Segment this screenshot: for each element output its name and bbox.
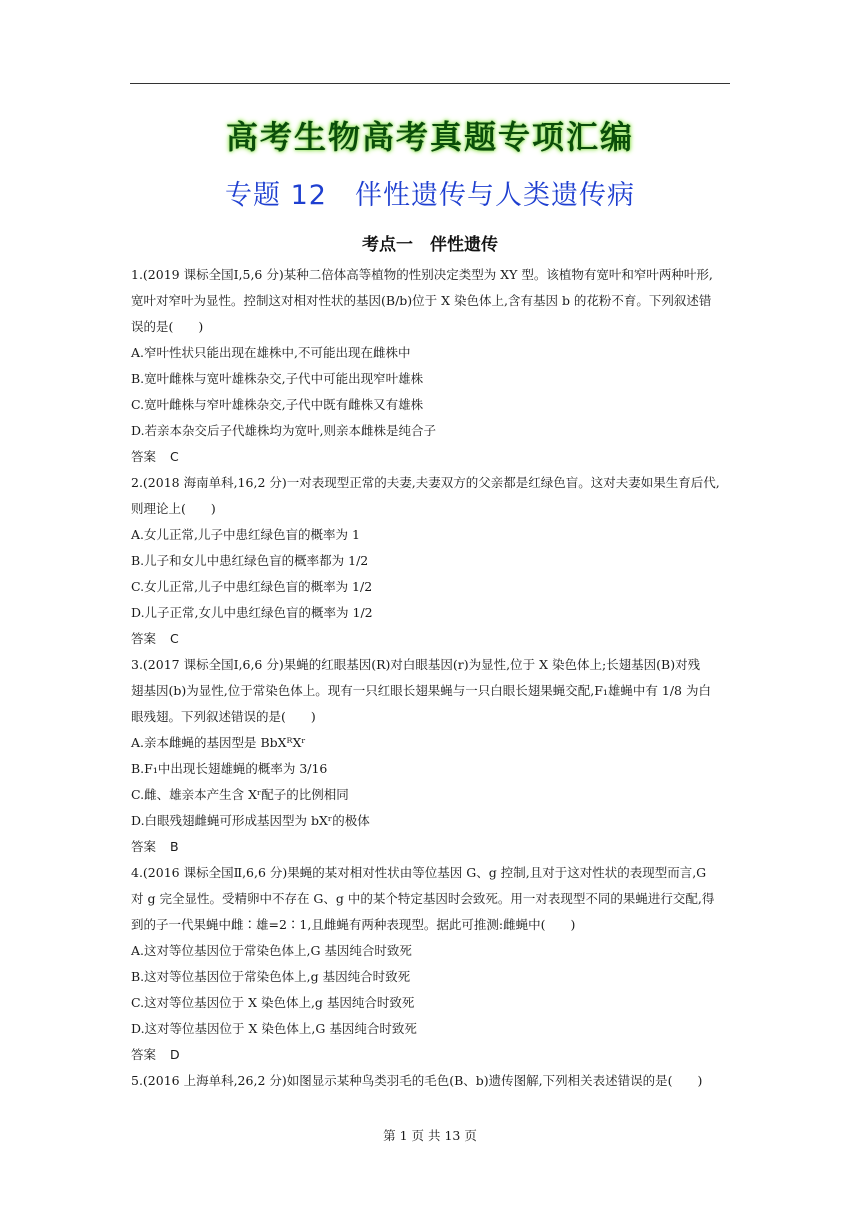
answer-option: C.雌、雄亲本产生含 Xʳ配子的比例相同 — [131, 787, 349, 802]
question-5 — [131, 1068, 731, 1094]
answer-line — [131, 444, 731, 470]
answer-option: C.女儿正常,儿子中患红绿色盲的概率为 1/2 — [131, 579, 373, 594]
question-stem-line: 宽叶对窄叶为显性。控制这对相对性状的基因(B/b)位于 X 染色体上,含有基因 b 的花粉不育。下列叙述错 — [131, 293, 712, 308]
header-rule — [130, 83, 730, 84]
answer-option: B.F₁中出现长翅雄蝇的概率为 3/16 — [131, 761, 328, 776]
question-2 — [131, 470, 731, 652]
answer-value: C — [170, 631, 179, 646]
answer-value: C — [170, 449, 179, 464]
answer-value: D — [170, 1047, 180, 1062]
answer-option: C.宽叶雌株与窄叶雄株杂交,子代中既有雌株又有雄株 — [131, 397, 424, 412]
answer-label: 答案 — [131, 631, 157, 646]
question-stem-line: 3.(2017 课标全国Ⅰ,6,6 分)果蝇的红眼基因(R)对白眼基因(r)为显性,位于 X 染色体上;长翅基因(B)对残 — [131, 657, 701, 672]
answer-option: B.宽叶雌株与宽叶雄株杂交,子代中可能出现窄叶雄株 — [131, 371, 424, 386]
question-stem-line: 对 g 完全显性。受精卵中不存在 G、g 中的某个特定基因时会致死。用一对表现型不同的果蝇进行交配,得 — [131, 891, 715, 906]
chapter-title: 专题 12 伴性遗传与人类遗传病 — [225, 180, 635, 211]
question-3 — [131, 652, 731, 860]
question-stem-line: 1.(2019 课标全国Ⅰ,5,6 分)某种二倍体高等植物的性别决定类型为 XY 型。该植物有宽叶和窄叶两种叶形, — [131, 267, 713, 282]
banner-title: 高考生物高考真题专项汇编 — [225, 118, 634, 156]
answer-label: 答案 — [131, 839, 157, 854]
answer-option: D.若亲本杂交后子代雄株均为宽叶,则亲本雌株是纯合子 — [131, 423, 437, 438]
answer-option: A.女儿正常,儿子中患红绿色盲的概率为 1 — [131, 527, 360, 542]
question-stem-line: 翅基因(b)为显性,位于常染色体上。现有一只红眼长翅果蝇与一只白眼长翅果蝇交配,F₁雄蝇中有 1/8 为白 — [131, 683, 711, 698]
question-1 — [131, 262, 731, 470]
question-stem-line: 2.(2018 海南单科,16,2 分)一对表现型正常的夫妻,夫妻双方的父亲都是红绿色盲。这对夫妻如果生育后代, — [131, 475, 720, 490]
answer-value: B — [170, 839, 179, 854]
question-stem-line: 误的是( ) — [131, 319, 204, 334]
page-footer: 第 1 页 共 13 页 — [383, 1128, 477, 1143]
question-list — [131, 262, 731, 1094]
answer-option: C.这对等位基因位于 X 染色体上,g 基因纯合时致死 — [131, 995, 415, 1010]
question-stem-line: 5.(2016 上海单科,26,2 分)如图显示某种鸟类羽毛的毛色(B、b)遗传图解,下列相关表述错误的是( ) — [131, 1073, 703, 1088]
answer-option: D.儿子正常,女儿中患红绿色盲的概率为 1/2 — [131, 605, 373, 620]
answer-option: A.这对等位基因位于常染色体上,G 基因纯合时致死 — [131, 943, 412, 958]
answer-line — [131, 1042, 731, 1068]
answer-option: B.儿子和女儿中患红绿色盲的概率都为 1/2 — [131, 553, 369, 568]
question-stem-line: 到的子一代果蝇中雌∶雄=2∶1,且雌蝇有两种表现型。据此可推测:雌蝇中( ) — [131, 917, 576, 932]
question-stem-line: 4.(2016 课标全国Ⅱ,6,6 分)果蝇的某对相对性状由等位基因 G、g 控制,且对于这对性状的表现型而言,G — [131, 865, 707, 880]
answer-option: D.这对等位基因位于 X 染色体上,G 基因纯合时致死 — [131, 1021, 417, 1036]
answer-line — [131, 626, 731, 652]
section-title: 考点一 伴性遗传 — [362, 235, 498, 255]
answer-option: A.窄叶性状只能出现在雄株中,不可能出现在雌株中 — [131, 345, 411, 360]
answer-option: B.这对等位基因位于常染色体上,g 基因纯合时致死 — [131, 969, 411, 984]
answer-label: 答案 — [131, 449, 157, 464]
answer-option: D.白眼残翅雌蝇可形成基因型为 bXʳ的极体 — [131, 813, 370, 828]
answer-line — [131, 834, 731, 860]
answer-option: A.亲本雌蝇的基因型是 BbXᴿXʳ — [131, 735, 306, 750]
question-stem-line: 则理论上( ) — [131, 501, 216, 516]
question-4 — [131, 860, 731, 1068]
answer-label: 答案 — [131, 1047, 157, 1062]
question-stem-line: 眼残翅。下列叙述错误的是( ) — [131, 709, 316, 724]
